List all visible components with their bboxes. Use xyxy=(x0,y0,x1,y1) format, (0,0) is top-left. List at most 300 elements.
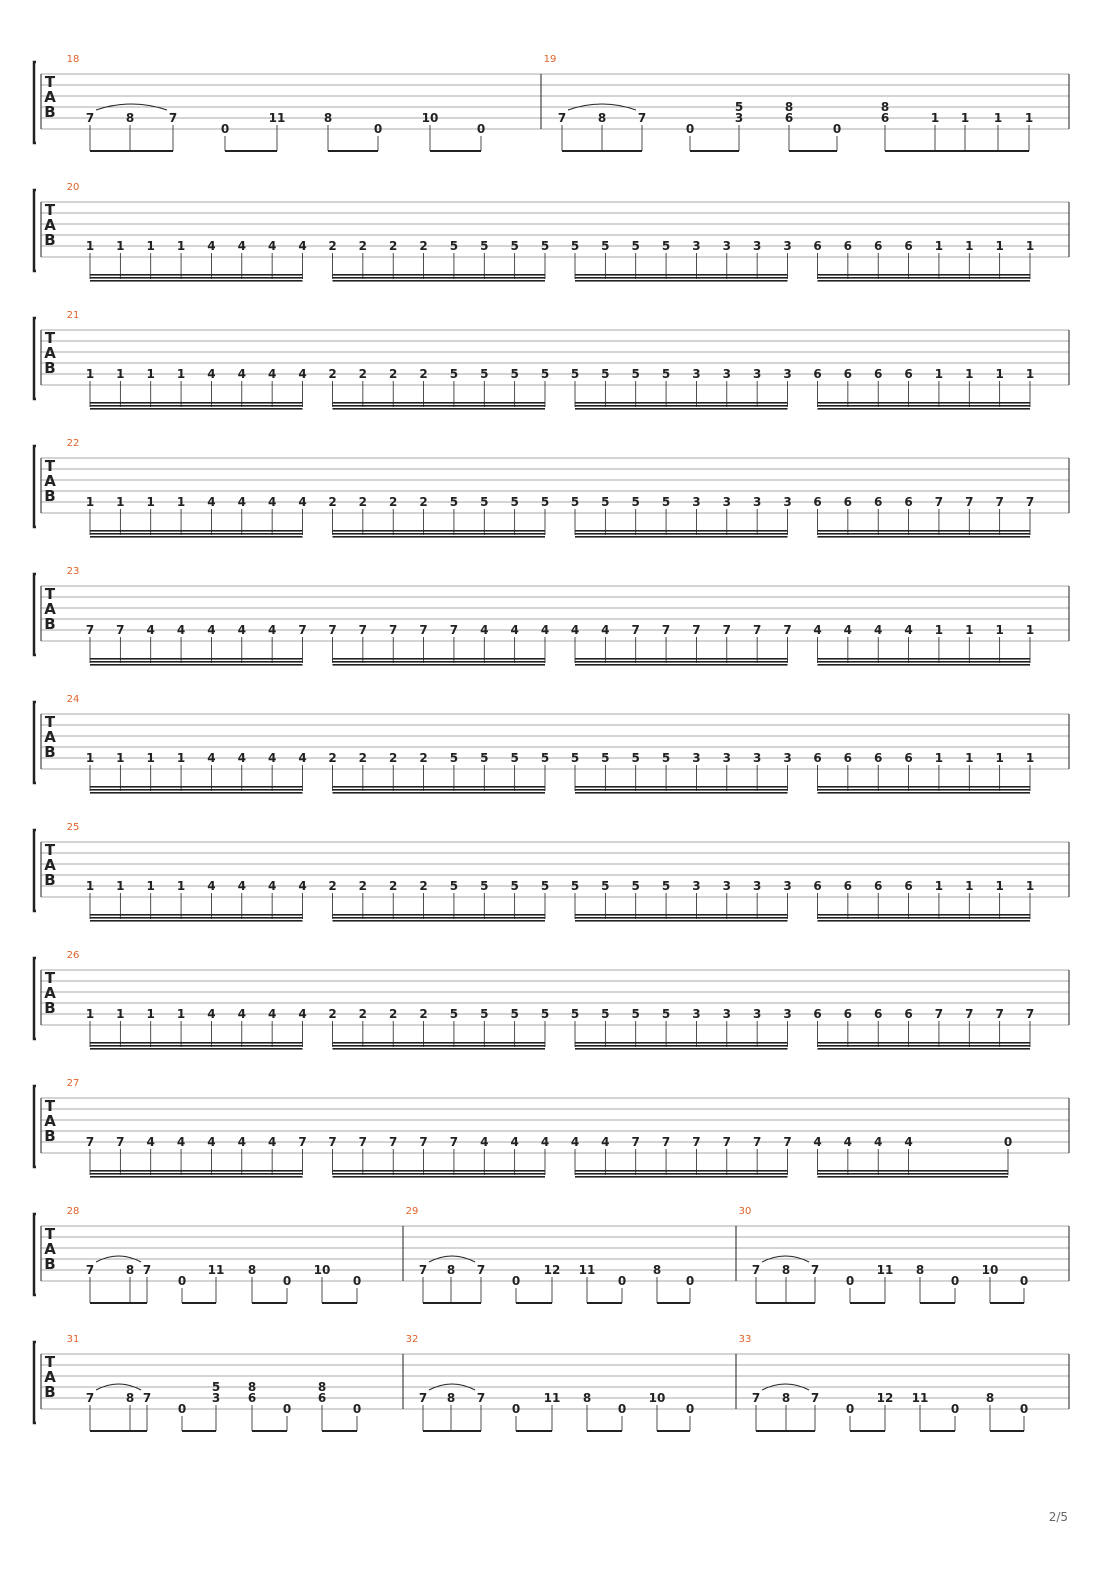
tab-clef-letter: T xyxy=(44,457,56,475)
fret-number: 1 xyxy=(176,879,186,893)
fret-number: 8 xyxy=(323,111,333,125)
fret-number: 4 xyxy=(176,623,186,637)
fret-number: 7 xyxy=(449,1135,459,1149)
beam xyxy=(818,405,1031,407)
tab-clef-letter: A xyxy=(44,88,56,106)
fret-number: 5 xyxy=(570,495,580,509)
fret-number: 5 xyxy=(480,495,489,509)
beam xyxy=(90,658,303,660)
fret-number: 1 xyxy=(85,239,95,253)
fret-number: 1 xyxy=(930,111,940,125)
fret-number: 1 xyxy=(934,623,944,637)
fret-number: 6 xyxy=(813,367,822,381)
tab-clef-letter: T xyxy=(44,841,56,859)
beam xyxy=(575,405,788,407)
beam xyxy=(575,408,788,410)
fret-number: 2 xyxy=(419,879,428,893)
fret-number: 7 xyxy=(389,1135,398,1149)
fret-number: 6 xyxy=(874,1007,883,1021)
fret-number: 10 xyxy=(313,1263,331,1277)
fret-number: 1 xyxy=(85,751,95,765)
measure-number: 31 xyxy=(66,1334,80,1345)
fret-number: 1 xyxy=(85,495,95,509)
fret-number: 1 xyxy=(146,751,155,765)
fret-number: 7 xyxy=(328,623,337,637)
system-bracket xyxy=(34,574,36,655)
beam xyxy=(920,1302,955,1304)
fret-number: 4 xyxy=(510,1135,519,1149)
fret-number: 3 xyxy=(722,367,731,381)
fret-number: 0 xyxy=(476,122,486,136)
fret-number: 5 xyxy=(601,879,610,893)
fret-number: 4 xyxy=(874,623,883,637)
system-bracket xyxy=(34,830,36,911)
beam xyxy=(90,661,303,663)
fret-number: 4 xyxy=(237,879,246,893)
fret-number: 1 xyxy=(1025,751,1035,765)
fret-number: 1 xyxy=(116,751,125,765)
tab-clef-letter: B xyxy=(44,1127,56,1145)
fret-number: 3 xyxy=(692,1007,701,1021)
tab-clef-letter: B xyxy=(44,103,56,121)
fret-number: 7 xyxy=(995,495,1004,509)
fret-number: 6 xyxy=(843,495,853,509)
fret-number: 3 xyxy=(692,367,701,381)
fret-number: 0 xyxy=(511,1274,521,1288)
beam xyxy=(818,658,1031,660)
beam xyxy=(333,530,546,532)
fret-number: 4 xyxy=(267,495,277,509)
beam xyxy=(90,914,303,916)
fret-number: 5 xyxy=(631,239,640,253)
tab-clef-letter: B xyxy=(44,1383,56,1401)
fret-number: 1 xyxy=(1025,879,1035,893)
fret-number: 4 xyxy=(237,1135,246,1149)
fret-number: 1 xyxy=(116,1007,125,1021)
fret-number: 4 xyxy=(237,367,246,381)
beam xyxy=(333,920,546,922)
beam xyxy=(333,1176,546,1178)
fret-number: 1 xyxy=(995,239,1004,253)
fret-number: 6 xyxy=(874,367,883,381)
fret-number: 1 xyxy=(146,367,155,381)
fret-number: 11 xyxy=(911,1391,929,1405)
fret-number: 0 xyxy=(1003,1135,1013,1149)
tab-system xyxy=(34,310,1069,410)
system-bracket xyxy=(34,1342,36,1423)
fret-number: 7 xyxy=(637,111,647,125)
fret-number: 7 xyxy=(476,1263,486,1277)
beam xyxy=(333,1048,546,1050)
beam xyxy=(90,405,303,407)
beam xyxy=(90,1302,147,1304)
beam xyxy=(657,1430,690,1432)
fret-number: 5 xyxy=(540,751,550,765)
beam xyxy=(90,277,303,279)
fret-number: 6 xyxy=(904,879,913,893)
beam xyxy=(333,1173,546,1175)
fret-number: 11 xyxy=(578,1263,596,1277)
fret-number: 8 xyxy=(446,1263,456,1277)
fret-number: 3 xyxy=(722,751,731,765)
fret-number: 0 xyxy=(352,1402,362,1416)
beam xyxy=(818,917,1031,919)
fret-number: 4 xyxy=(813,623,822,637)
fret-number: 0 xyxy=(950,1274,960,1288)
beam xyxy=(90,536,303,538)
fret-number: 12 xyxy=(876,1391,894,1405)
fret-number: 5 xyxy=(480,751,489,765)
fret-number: 5 xyxy=(540,1007,550,1021)
beam xyxy=(90,1430,147,1432)
fret-number: 5 xyxy=(601,495,610,509)
fret-number: 2 xyxy=(419,367,428,381)
beam xyxy=(818,1048,1031,1050)
fret-number: 7 xyxy=(298,1135,307,1149)
fret-number: 7 xyxy=(751,1391,761,1405)
fret-number: 4 xyxy=(237,239,246,253)
beam xyxy=(575,1045,788,1047)
fret-number: 2 xyxy=(419,239,428,253)
beam xyxy=(587,1302,622,1304)
fret-number: 0 xyxy=(282,1274,292,1288)
fret-number: 8 xyxy=(781,1391,791,1405)
measure-number: 21 xyxy=(66,310,80,321)
fret-number: 10 xyxy=(648,1391,666,1405)
beam xyxy=(575,914,788,916)
fret-number: 4 xyxy=(298,1007,307,1021)
fret-number: 3 xyxy=(722,239,731,253)
fret-number: 2 xyxy=(358,367,368,381)
fret-number: 7 xyxy=(995,1007,1004,1021)
beam xyxy=(818,792,1031,794)
beam xyxy=(430,150,481,152)
fret-number: 6 xyxy=(904,1007,913,1021)
fret-number: 2 xyxy=(419,495,428,509)
fret-number: 2 xyxy=(389,239,398,253)
tab-clef-letter: T xyxy=(44,713,56,731)
fret-number: 1 xyxy=(176,1007,186,1021)
beam xyxy=(90,402,303,404)
fret-number: 0 xyxy=(282,1402,292,1416)
fret-number: 7 xyxy=(934,1007,944,1021)
fret-number: 3 xyxy=(783,239,792,253)
fret-number: 6 xyxy=(843,751,853,765)
fret-number: 3 xyxy=(752,751,762,765)
fret-number: 4 xyxy=(207,623,216,637)
tab-clef-letter: B xyxy=(44,871,56,889)
fret-number: 3 xyxy=(783,879,792,893)
beam xyxy=(818,530,1031,532)
beam xyxy=(575,533,788,535)
fret-number: 5 xyxy=(570,1007,580,1021)
fret-number: 0 xyxy=(177,1402,187,1416)
fret-number: 5 xyxy=(540,239,550,253)
fret-number: 2 xyxy=(328,239,337,253)
fret-number: 7 xyxy=(965,1007,974,1021)
fret-number: 7 xyxy=(85,623,95,637)
fret-number: 5 xyxy=(510,367,519,381)
measure-number: 18 xyxy=(66,54,80,65)
beam xyxy=(333,1042,546,1044)
beam xyxy=(333,786,546,788)
fret-number: 7 xyxy=(418,1263,428,1277)
fret-number: 1 xyxy=(146,495,155,509)
fret-number: 4 xyxy=(207,1007,216,1021)
fret-number: 4 xyxy=(601,623,610,637)
beam xyxy=(575,792,788,794)
fret-number: 5 xyxy=(510,879,519,893)
tab-clef-letter: B xyxy=(44,359,56,377)
beam xyxy=(90,530,303,532)
fret-number: 4 xyxy=(146,623,155,637)
fret-number: 0 xyxy=(352,1274,362,1288)
beam xyxy=(333,536,546,538)
beam xyxy=(818,786,1031,788)
tab-system xyxy=(34,1334,1069,1432)
fret-number: 5 xyxy=(631,495,640,509)
fret-number: 0 xyxy=(845,1402,855,1416)
fret-number: 1 xyxy=(934,239,944,253)
tab-clef-letter: B xyxy=(44,615,56,633)
fret-number: 7 xyxy=(85,1263,95,1277)
fret-number: 0 xyxy=(617,1402,627,1416)
fret-number: 4 xyxy=(207,239,216,253)
fret-number: 5 xyxy=(570,751,580,765)
tab-clef-letter: A xyxy=(44,1368,56,1386)
fret-number: 6 xyxy=(813,879,822,893)
beam xyxy=(818,1170,1009,1172)
beam xyxy=(818,533,1031,535)
system-bracket xyxy=(34,190,36,271)
beam xyxy=(90,150,173,152)
beam xyxy=(90,1045,303,1047)
beam xyxy=(789,150,837,152)
beam xyxy=(423,1302,481,1304)
fret-number: 1 xyxy=(995,623,1004,637)
beam xyxy=(575,536,788,538)
beam xyxy=(328,150,378,152)
fret-number: 5 xyxy=(631,751,640,765)
beam xyxy=(818,274,1031,276)
fret-number: 6 xyxy=(904,367,913,381)
tab-system xyxy=(34,1078,1069,1178)
fret-number: 5 xyxy=(601,1007,610,1021)
fret-number: 11 xyxy=(268,111,286,125)
fret-number: 5 xyxy=(570,879,580,893)
fret-number: 7 xyxy=(85,1391,95,1405)
fret-number: 5 xyxy=(449,879,459,893)
fret-number: 4 xyxy=(540,623,550,637)
fret-number: 4 xyxy=(570,623,580,637)
fret-number: 5 xyxy=(661,879,671,893)
fret-number: 2 xyxy=(328,879,337,893)
fret-number: 5 xyxy=(510,1007,519,1021)
fret-number: 7 xyxy=(661,1135,671,1149)
fret-number: 1 xyxy=(995,879,1004,893)
fret-number: 5 xyxy=(540,495,550,509)
beam xyxy=(333,792,546,794)
fret-number: 7 xyxy=(934,495,944,509)
beam xyxy=(818,280,1031,282)
fret-number: 7 xyxy=(557,111,567,125)
fret-number: 4 xyxy=(510,623,519,637)
fret-number: 1 xyxy=(116,239,125,253)
tab-system xyxy=(34,694,1069,794)
tab-clef-letter: B xyxy=(44,487,56,505)
fret-number: 2 xyxy=(328,751,337,765)
beam xyxy=(818,1042,1031,1044)
beam xyxy=(252,1430,287,1432)
beam xyxy=(818,277,1031,279)
fret-number: 7 xyxy=(783,1135,792,1149)
tab-clef-letter: T xyxy=(44,201,56,219)
fret-number: 3 xyxy=(752,239,762,253)
tab-clef-letter: A xyxy=(44,856,56,874)
tab-system xyxy=(34,1206,1069,1304)
fret-number: 4 xyxy=(207,879,216,893)
beam xyxy=(182,1430,216,1432)
fret-number: 6 xyxy=(843,367,853,381)
beam xyxy=(575,661,788,663)
fret-number: 5 xyxy=(540,879,550,893)
fret-number: 7 xyxy=(722,623,731,637)
fret-number: 1 xyxy=(176,495,186,509)
beam xyxy=(575,920,788,922)
fret-number: 8 xyxy=(446,1391,456,1405)
fret-number: 11 xyxy=(543,1391,561,1405)
beam xyxy=(657,1302,690,1304)
beam xyxy=(818,664,1031,666)
fret-number: 2 xyxy=(328,495,337,509)
fret-number: 11 xyxy=(207,1263,225,1277)
beam xyxy=(90,786,303,788)
tab-system xyxy=(34,566,1069,666)
fret-number: 5 xyxy=(480,879,489,893)
fret-number: 0 xyxy=(685,122,695,136)
measure-number: 32 xyxy=(405,1334,419,1345)
beam xyxy=(333,533,546,535)
fret-number: 8 xyxy=(915,1263,925,1277)
tab-clef-letter: B xyxy=(44,231,56,249)
tab-clef-letter: A xyxy=(44,344,56,362)
fret-number: 4 xyxy=(267,879,277,893)
fret-number: 1 xyxy=(1024,111,1034,125)
beam xyxy=(252,1302,287,1304)
system-bracket xyxy=(34,1086,36,1167)
fret-number: 0 xyxy=(685,1274,695,1288)
measure-number: 19 xyxy=(543,54,557,65)
beam xyxy=(575,789,788,791)
fret-number: 5 xyxy=(449,1007,459,1021)
fret-number: 5 xyxy=(734,100,744,114)
measure-number: 26 xyxy=(66,950,80,961)
fret-number: 4 xyxy=(298,495,307,509)
fret-number: 8 xyxy=(582,1391,592,1405)
fret-number: 8 xyxy=(317,1380,327,1394)
fret-number: 3 xyxy=(783,1007,792,1021)
fret-number: 0 xyxy=(685,1402,695,1416)
beam xyxy=(322,1430,357,1432)
beam xyxy=(225,150,277,152)
fret-number: 5 xyxy=(601,239,610,253)
tab-clef-letter: A xyxy=(44,728,56,746)
beam xyxy=(575,1048,788,1050)
measure-number: 30 xyxy=(738,1206,752,1217)
measure-number: 29 xyxy=(405,1206,419,1217)
fret-number: 4 xyxy=(267,623,277,637)
fret-number: 8 xyxy=(985,1391,995,1405)
beam xyxy=(333,274,546,276)
fret-number: 4 xyxy=(298,367,307,381)
beam xyxy=(333,658,546,660)
fret-number: 5 xyxy=(570,367,580,381)
fret-number: 7 xyxy=(328,1135,337,1149)
fret-number: 5 xyxy=(661,367,671,381)
fret-number: 11 xyxy=(876,1263,894,1277)
fret-number: 2 xyxy=(419,751,428,765)
fret-number: 3 xyxy=(752,879,762,893)
fret-number: 6 xyxy=(784,111,794,125)
fret-number: 4 xyxy=(207,1135,216,1149)
beam xyxy=(423,1430,481,1432)
beam xyxy=(575,917,788,919)
fret-number: 6 xyxy=(813,751,822,765)
fret-number: 5 xyxy=(510,495,519,509)
tab-clef-letter: A xyxy=(44,600,56,618)
fret-number: 7 xyxy=(168,111,178,125)
beam xyxy=(575,530,788,532)
fret-number: 8 xyxy=(247,1263,257,1277)
fret-number: 5 xyxy=(480,239,489,253)
measure-number: 20 xyxy=(66,182,80,193)
fret-number: 4 xyxy=(904,1135,913,1149)
beam xyxy=(818,1045,1031,1047)
beam xyxy=(333,1170,546,1172)
fret-number: 6 xyxy=(874,239,883,253)
fret-number: 6 xyxy=(813,495,822,509)
beam xyxy=(818,920,1031,922)
fret-number: 7 xyxy=(751,1263,761,1277)
fret-number: 4 xyxy=(267,239,277,253)
fret-number: 5 xyxy=(211,1380,221,1394)
tab-clef-letter: B xyxy=(44,743,56,761)
fret-number: 0 xyxy=(177,1274,187,1288)
fret-number: 8 xyxy=(781,1263,791,1277)
tab-clef-letter: T xyxy=(44,585,56,603)
beam xyxy=(90,664,303,666)
fret-number: 2 xyxy=(389,751,398,765)
tab-system xyxy=(34,438,1069,538)
beam xyxy=(885,150,1029,152)
fret-number: 1 xyxy=(995,367,1004,381)
beam xyxy=(182,1302,216,1304)
fret-number: 7 xyxy=(142,1263,152,1277)
fret-number: 8 xyxy=(125,1263,135,1277)
beam xyxy=(90,1176,303,1178)
beam xyxy=(850,1430,885,1432)
fret-number: 1 xyxy=(176,239,186,253)
beam xyxy=(850,1302,885,1304)
fret-number: 5 xyxy=(601,751,610,765)
fret-number: 1 xyxy=(146,879,155,893)
fret-number: 7 xyxy=(810,1391,820,1405)
fret-number: 3 xyxy=(211,1391,221,1405)
fret-number: 3 xyxy=(734,111,744,125)
tab-clef-letter: T xyxy=(44,1353,56,1371)
fret-number: 4 xyxy=(570,1135,580,1149)
tab-clef-letter: T xyxy=(44,1097,56,1115)
